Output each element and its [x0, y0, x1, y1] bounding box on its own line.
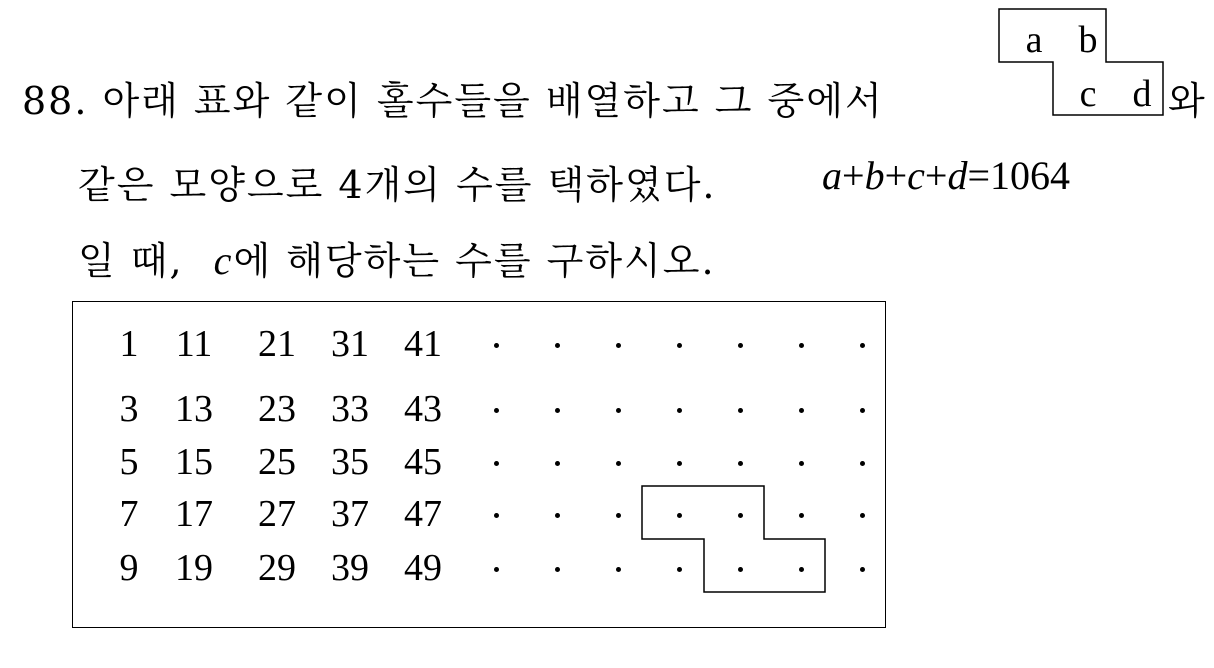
table-cell: 3 [119, 388, 139, 430]
ellipsis-dot [860, 461, 865, 466]
problem-text-2: 같은 모양으로 4개의 수를 택하였다. [78, 163, 717, 207]
table-cell: 33 [331, 388, 369, 430]
ellipsis-dot [799, 343, 804, 348]
table-cell: 45 [404, 441, 442, 483]
table-cell: 27 [258, 493, 296, 535]
ellipsis-dot [738, 461, 743, 466]
table-cell: 15 [175, 441, 213, 483]
table-cell: 21 [258, 323, 296, 365]
ellipsis-dot [799, 567, 804, 572]
ellipsis-dot [555, 343, 560, 348]
ellipsis-dot [799, 461, 804, 466]
problem-text-1: 아래 표와 같이 홀수들을 배열하고 그 중에서 [102, 79, 884, 123]
table-cell: 1 [119, 323, 139, 365]
ellipsis-dot [677, 343, 682, 348]
problem-text-3-pre: 일 때, [78, 239, 184, 283]
table-cell: 31 [331, 323, 369, 365]
table-cell: 37 [331, 493, 369, 535]
table-cell: 7 [119, 493, 139, 535]
table-cell: 23 [258, 388, 296, 430]
ellipsis-dot [677, 461, 682, 466]
ellipsis-dot [738, 567, 743, 572]
ellipsis-dot [616, 408, 621, 413]
equation-equals: = [967, 153, 991, 198]
table-cell: 49 [404, 547, 442, 589]
table-cell: 13 [175, 388, 213, 430]
ellipsis-dot [555, 461, 560, 466]
table-cell: 35 [331, 441, 369, 483]
table-cell: 17 [175, 493, 213, 535]
ellipsis-dot [860, 513, 865, 518]
ellipsis-dot [860, 343, 865, 348]
table-cell: 39 [331, 547, 369, 589]
ellipsis-dot [799, 408, 804, 413]
ellipsis-dot [494, 567, 499, 572]
equation-b: b [864, 153, 885, 198]
equation [822, 152, 1070, 199]
shape-letter-d: d [1132, 73, 1152, 115]
table-cell: 5 [119, 441, 139, 483]
problem-line-2 [78, 154, 717, 209]
problem-line-1 [22, 70, 884, 125]
equation-plus-1: + [842, 153, 865, 198]
number-table [72, 301, 886, 628]
problem-text-1-tail: 와 [1168, 79, 1207, 123]
table-cell: 19 [175, 547, 213, 589]
table-cell: 29 [258, 547, 296, 589]
shape-letter-a: a [1025, 19, 1043, 61]
shape-letter-b: b [1078, 19, 1098, 61]
table-cell: 47 [404, 493, 442, 535]
ellipsis-dot [494, 343, 499, 348]
table-cell: 43 [404, 388, 442, 430]
ellipsis-dot [860, 567, 865, 572]
equation-d: d [947, 153, 968, 198]
ellipsis-dot [494, 513, 499, 518]
ellipsis-dot [555, 567, 560, 572]
ellipsis-dot [616, 461, 621, 466]
equation-value: 1064 [990, 153, 1071, 198]
ellipsis-dot [494, 408, 499, 413]
table-cell: 11 [175, 323, 213, 365]
ellipsis-dot [616, 567, 621, 572]
ellipsis-dot [616, 343, 621, 348]
equation-a: a [822, 153, 842, 198]
table-cell: 25 [258, 441, 296, 483]
shape-figure [998, 8, 1168, 118]
question-number: 88. [22, 79, 89, 123]
table-cell: 41 [404, 323, 442, 365]
equation-plus-3: + [924, 153, 948, 198]
ellipsis-dot [616, 513, 621, 518]
ellipsis-dot [738, 513, 743, 518]
table-cell: 9 [119, 547, 139, 589]
ellipsis-dot [555, 513, 560, 518]
ellipsis-dot [738, 343, 743, 348]
problem-text-3-post: 에 해당하는 수를 구하시오. [233, 239, 716, 283]
ellipsis-dot [738, 408, 743, 413]
ellipsis-dot [860, 408, 865, 413]
problem-line-1-tail [1168, 70, 1207, 125]
equation-c: c [907, 153, 925, 198]
equation-plus-2: + [884, 153, 908, 198]
ellipsis-dot [799, 513, 804, 518]
problem-line-3 [78, 230, 716, 285]
ellipsis-dot [677, 567, 682, 572]
ellipsis-dot [494, 461, 499, 466]
ellipsis-dot [677, 513, 682, 518]
problem-var-c: c [213, 238, 234, 283]
shape-letter-c: c [1079, 73, 1097, 115]
ellipsis-dot [555, 408, 560, 413]
ellipsis-dot [677, 408, 682, 413]
